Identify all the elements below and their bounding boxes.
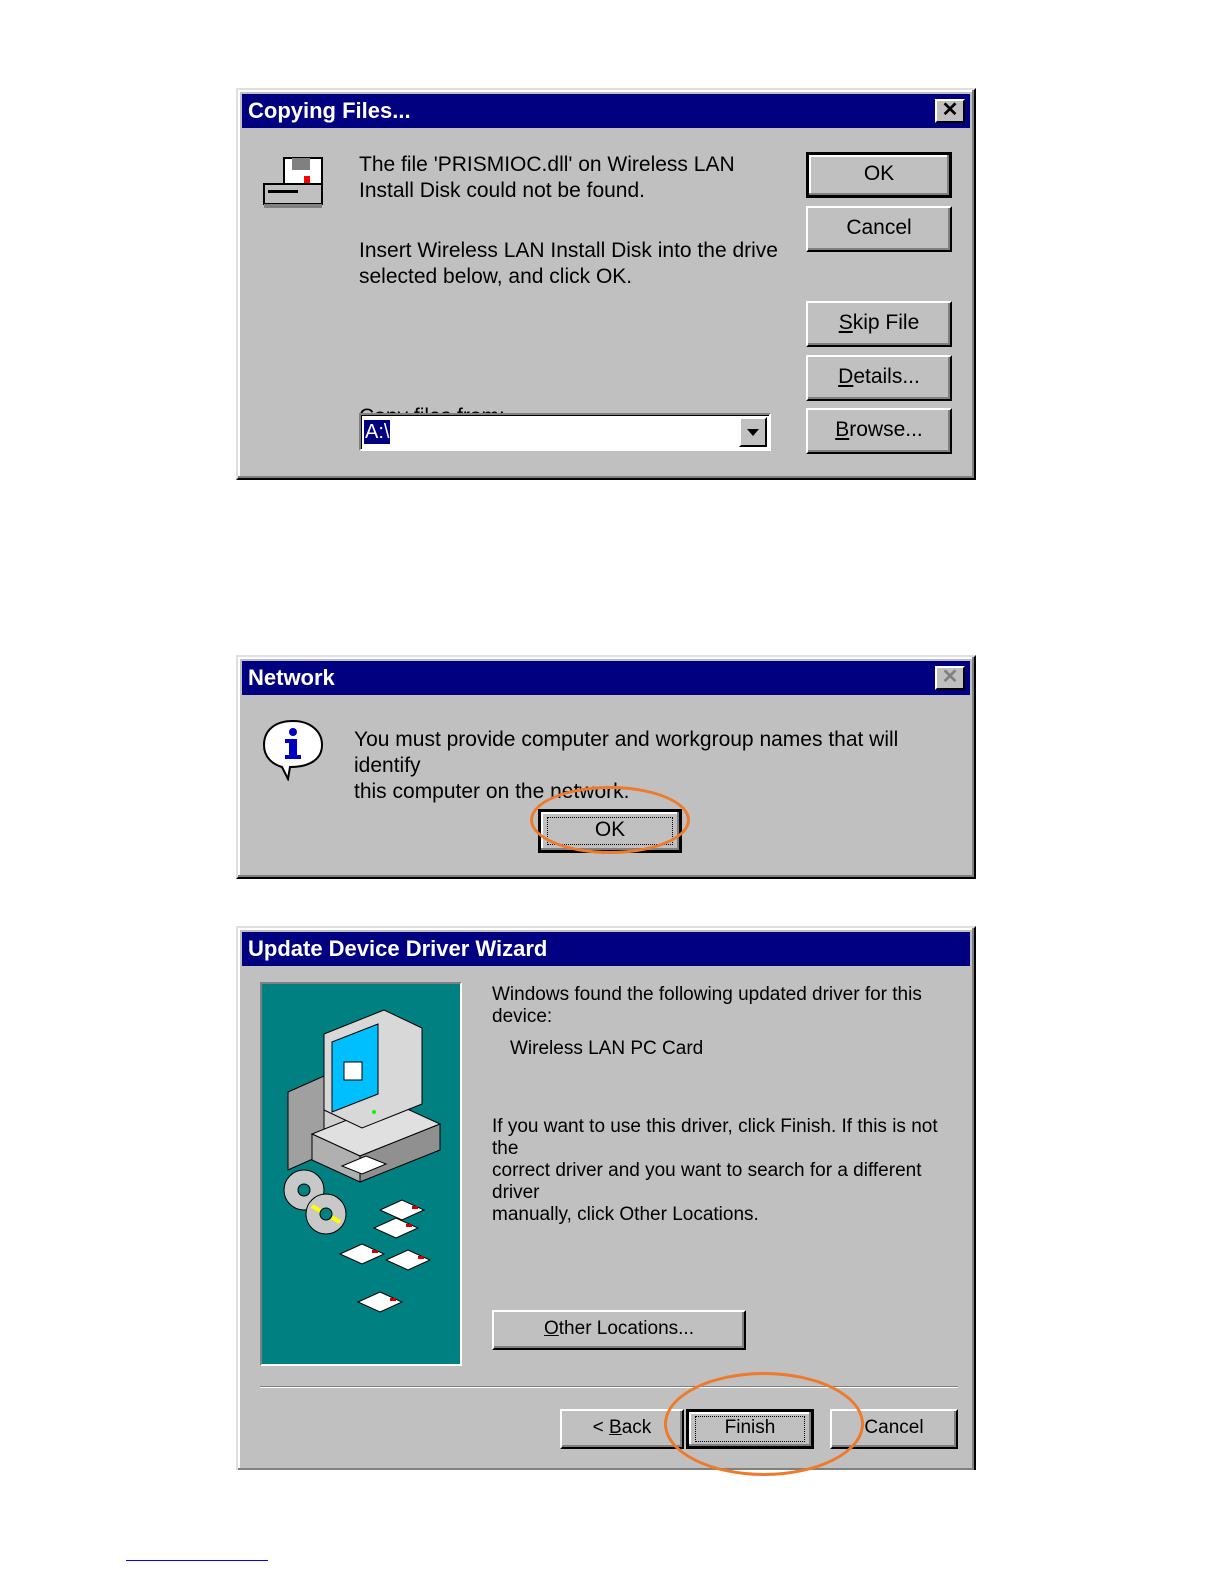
details-rest: etails...: [853, 365, 920, 388]
copying-title: Copying Files...: [248, 98, 411, 123]
network-ok-highlight: [530, 786, 690, 854]
other-locations-button[interactable]: [492, 1310, 746, 1350]
network-title-bar[interactable]: [242, 661, 970, 695]
copy-files-from-combobox[interactable]: [359, 413, 771, 451]
copying-cancel-button[interactable]: [806, 206, 952, 252]
finish-highlight: [664, 1372, 864, 1476]
copying-title-bar[interactable]: [242, 94, 970, 128]
details-button[interactable]: [806, 355, 952, 401]
wizard-device-name: Wireless LAN PC Card: [510, 1038, 704, 1059]
wizard-title: Update Device Driver Wizard: [248, 936, 548, 961]
back-accel: B: [609, 1417, 622, 1438]
floppy-drive-icon: [262, 156, 328, 210]
details-accel: D: [838, 365, 854, 388]
network-ok-label: OK: [594, 818, 626, 841]
browse-rest: rowse...: [849, 418, 923, 441]
copying-cancel-label: Cancel: [846, 216, 912, 239]
copying-ok-button[interactable]: [806, 152, 952, 198]
wizard-cancel-label: Cancel: [864, 1417, 924, 1438]
skip-file-button[interactable]: [806, 301, 952, 347]
back-rest: ack: [621, 1417, 652, 1438]
back-prefix: <: [592, 1417, 610, 1438]
wizard-illustration-panel: [260, 982, 462, 1366]
copying-close-button[interactable]: ✕: [935, 99, 965, 123]
other-accel: O: [544, 1318, 559, 1339]
info-icon: [260, 717, 326, 781]
wizard-title-bar[interactable]: [242, 932, 970, 966]
network-title: Network: [248, 665, 335, 690]
wizard-message-1: Windows found the following updated driver for this device:: [492, 984, 922, 1027]
copy-files-from-value[interactable]: A:\: [365, 421, 390, 443]
combobox-dropdown-button[interactable]: [739, 417, 767, 447]
browse-button[interactable]: [806, 408, 952, 454]
other-rest: ther Locations...: [558, 1318, 694, 1339]
footer-rule: [126, 1560, 268, 1561]
wizard-separator: [260, 1386, 958, 1388]
browse-accel: B: [835, 418, 850, 441]
chevron-down-icon: [741, 419, 765, 445]
finish-label: Finish: [724, 1417, 776, 1438]
network-message: You must provide computer and workgroup names that will identify this computer on the network.: [354, 728, 899, 803]
copying-ok-label: OK: [863, 162, 895, 185]
skip-rest: kip File: [852, 311, 920, 334]
wizard-message-2: If you want to use this driver, click Finish. If this is not the correct driver and you want to search for a different driver manually, click Other Locations.: [492, 1116, 938, 1225]
copying-message-2: Insert Wireless LAN Install Disk into the drive selected below, and click OK.: [359, 239, 778, 288]
network-close-button[interactable]: ✕: [935, 666, 965, 690]
copying-message-1: The file 'PRISMIOC.dll' on Wireless LAN Install Disk could not be found.: [359, 153, 735, 202]
skip-accel: S: [838, 311, 853, 334]
copying-files-dialog: [236, 88, 976, 480]
computer-with-disks-icon: [262, 984, 460, 1364]
update-driver-wizard-dialog: [236, 926, 976, 1470]
